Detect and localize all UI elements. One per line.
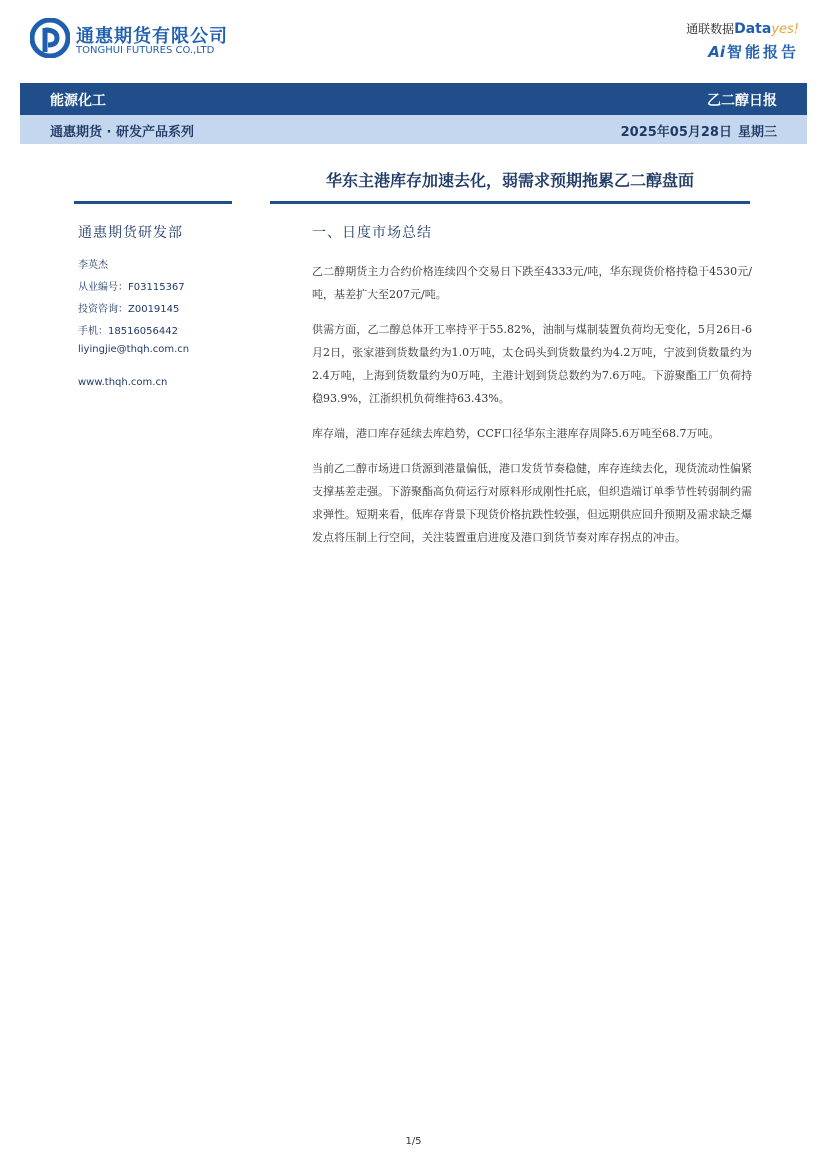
paragraph-price: 乙二醇期货主力合约价格连续四个交易日下跌至4333元/吨，华东现货价格持稳于4530元/吨，基差扩大至207元/吨。 <box>312 265 752 301</box>
report-date <box>621 121 777 140</box>
section-title: 一、日度市场总结 <box>312 225 432 241</box>
page-number: 1/5 <box>405 1136 422 1147</box>
report-content <box>312 222 752 561</box>
department-name: 通惠期货研发部 <box>78 225 183 241</box>
license-number: 从业编号：F03115367 <box>78 282 185 293</box>
report-type: 乙二醇日报 <box>707 93 777 109</box>
company-logo <box>30 18 230 62</box>
category-band <box>20 83 807 115</box>
brand-data: Data <box>734 21 772 37</box>
company-name-en: TONGHUI FUTURES CO.,LTD <box>76 45 215 56</box>
brand-yes: yes! <box>771 22 799 37</box>
email-address[interactable]: liyingjie@thqh.com.cn <box>78 344 190 355</box>
website-link[interactable]: www.thqh.com.cn <box>78 377 168 388</box>
ai-icon: Ai <box>708 43 725 61</box>
ai-report-label <box>679 41 799 62</box>
brand-prefix: 通联数据 <box>686 22 735 36</box>
datayes-logo <box>679 20 799 37</box>
sidebar-divider <box>74 201 232 204</box>
weekday: 星期三 <box>737 125 777 140</box>
company-logo-icon <box>30 18 70 58</box>
title-divider <box>270 201 750 204</box>
paragraph-inventory: 库存端，港口库存延续去库趋势，CCF口径华东主港库存周降5.6万吨至68.7万吨。 <box>312 427 720 440</box>
advisory-number: 投资咨询：Z0019145 <box>78 304 180 315</box>
datayes-brand <box>679 20 799 62</box>
series-band <box>20 115 807 144</box>
author-name: 李英杰 <box>78 260 108 271</box>
series-label: 通惠期货 · 研发产品系列 <box>50 125 194 140</box>
paragraph-outlook: 当前乙二醇市场进口货源到港量偏低，港口发货节奏稳健，库存连续去化，现货流动性偏紧支撑基差走强。下游聚酯高负荷运行对原料形成刚性托底，但织造端订单季节性转弱制约需求弹性。短期来看，低库存背景下现货价格抗跌性较强，但远期供应回升预期及需求缺乏爆发点将压制上行空间，关注装置重启进度及港口到货节奏对库存拐点的冲击。 <box>312 462 752 544</box>
phone-number: 手机：18516056442 <box>78 326 178 337</box>
date-value: 2025年05月28日 <box>620 125 732 140</box>
author-sidebar <box>78 222 268 388</box>
paragraph-supply-demand: 供需方面，乙二醇总体开工率持平于55.82%，油制与煤制装置负荷均无变化，5月26日-6月2日，张家港到货数量约为1.0万吨，太仓码头到货数量约为4.2万吨，宁波到货数量约为2.4万吨，上海到货数量约为0万吨，主港计划到货总数约为7.6万吨。下游聚酯工厂负荷持稳93.9%，江浙织机负荷维持63.43%。 <box>312 323 752 405</box>
category-label: 能源化工 <box>50 93 106 109</box>
report-title: 华东主港库存加速去化，弱需求预期拖累乙二醇盘面 <box>325 171 694 190</box>
ai-report-text: 智能报告 <box>726 43 799 61</box>
company-name-cn: 通惠期货有限公司 <box>76 26 228 47</box>
